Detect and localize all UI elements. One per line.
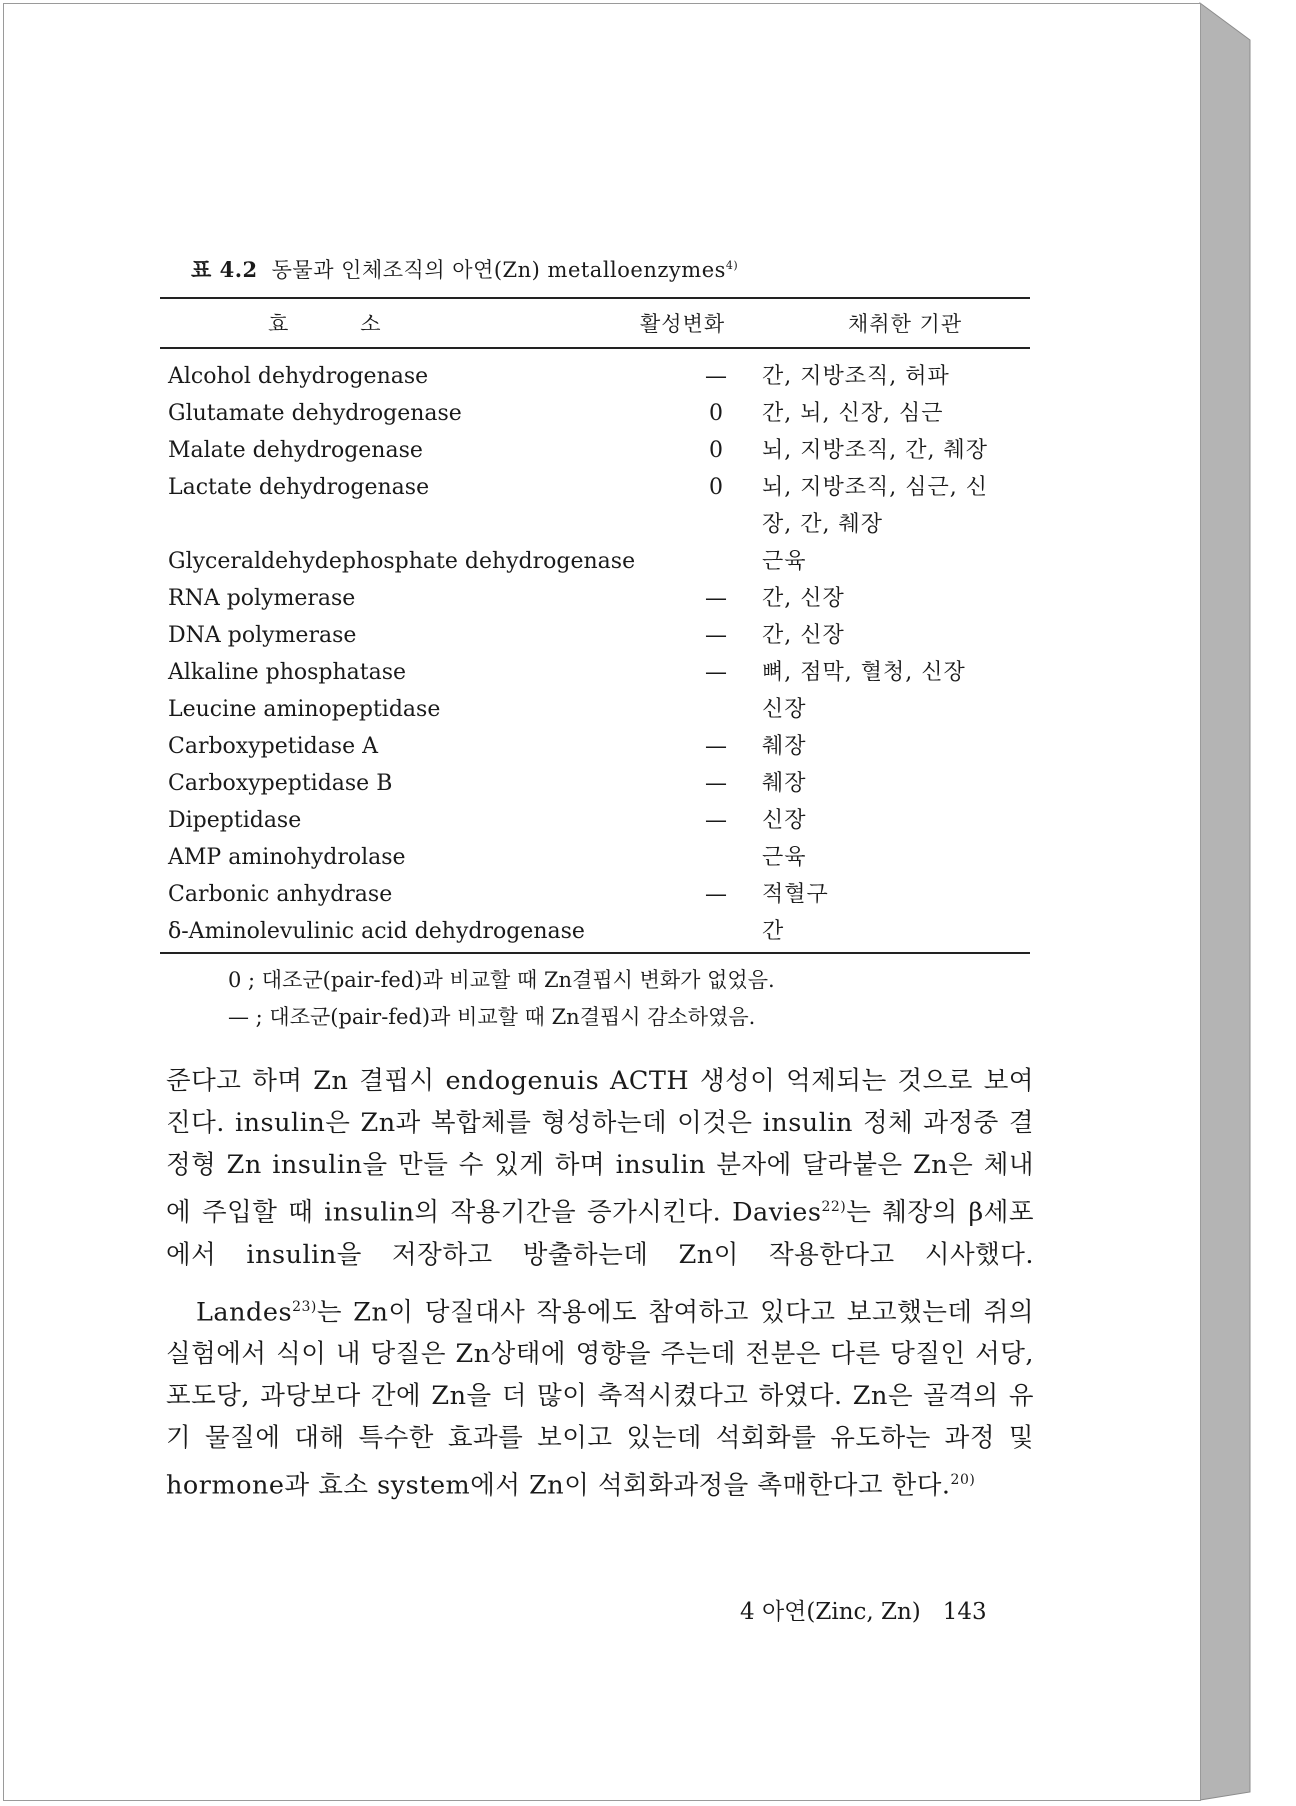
enzyme-cell: RNA polymerase (168, 586, 356, 611)
organ-cell: 간, 지방조직, 허파 (762, 364, 950, 389)
header-organ: 채취한 기관 (848, 312, 963, 336)
organ-cell: 뇌, 지방조직, 심근, 신 (762, 475, 988, 500)
activity-cell: — (705, 660, 727, 685)
activity-cell: — (705, 771, 727, 796)
table-body (168, 358, 1048, 950)
body-text (166, 1060, 1034, 1517)
table-row (168, 839, 1048, 876)
enzyme-cell: δ-Aminolevulinic acid dehydrogenase (168, 919, 585, 944)
table-top-rule (160, 297, 1030, 299)
table-row (168, 728, 1048, 765)
organ-cell: 적혈구 (762, 882, 829, 907)
activity-cell: — (705, 882, 727, 907)
table-row (168, 395, 1048, 432)
activity-cell: — (705, 734, 727, 759)
organ-cell: 신장 (762, 808, 807, 833)
activity-cell: — (705, 364, 727, 389)
note-zero: 0 ; 대조군(pair-fed)과 비교할 때 Zn결핍시 변화가 없었음. (228, 968, 775, 992)
paragraph-2: Landes$^{23)}$는 Zn이 당질대사 작용에도 참여하고 있다고 보고했는데 쥐의 실험에서 식이 내 당질은 Zn상태에 영향을 주는데 전분은 다른 당질인 서당, 포도당, 과당보다 간에 Zn을 더 많이 축적시켰다고 하였다. Zn은 골격의 유기 물질에 대해 특수한 효과를 보이고 있는데 석회화를 유도하는 과정 및 hormone과 효소 system에서 Zn이 석회화과정을 촉매한다고 한다.$^{20)}$ (166, 1297, 1034, 1501)
activity-cell: — (705, 586, 727, 611)
table-title: 동물과 인체조직의 아연(Zn) metalloenzymes (271, 258, 726, 282)
paragraph-1: 준다고 하며 Zn 결핍시 endogenuis ACTH 생성이 억제되는 것으로 보여진다. insulin은 Zn과 복합체를 형성하는데 이것은 insulin 정체 과정중 결정형 Zn insulin을 만들 수 있게 하며 insulin 분자에 달라붙은 Zn은 체내에 주입할 때 insulin의 작용기간을 증가시킨다. Davies$^{22)}$는 췌장의 β세포에서 insulin을 저장하고 방출하는데 Zn이 작용한다고 시사했다. (166, 1066, 1034, 1270)
organ-cell: 뼈, 점막, 혈청, 신장 (762, 660, 966, 685)
table-notes (228, 962, 775, 1036)
page-number: 143 (942, 1599, 987, 1625)
activity-cell: 0 (709, 401, 723, 426)
organ-cell: 장, 간, 췌장 (762, 512, 883, 537)
organ-cell: 근육 (762, 845, 807, 870)
table-number: 표 4.2 (191, 257, 258, 282)
table-row (168, 506, 1048, 543)
enzyme-cell: DNA polymerase (168, 623, 357, 648)
table-row (168, 654, 1048, 691)
table-row (168, 543, 1048, 580)
enzyme-cell: Alkaline phosphatase (168, 660, 407, 685)
activity-cell: 0 (709, 438, 723, 463)
activity-cell: — (705, 623, 727, 648)
organ-cell: 뇌, 지방조직, 간, 췌장 (762, 438, 988, 463)
enzyme-cell: AMP aminohydrolase (168, 845, 406, 870)
table-row (168, 765, 1048, 802)
note-dash: — ; 대조군(pair-fed)과 비교할 때 Zn결핍시 감소하였음. (228, 1005, 756, 1029)
table-row (168, 691, 1048, 728)
activity-cell: — (705, 808, 727, 833)
table-row (168, 358, 1048, 395)
table-row (168, 617, 1048, 654)
table-row (168, 580, 1048, 617)
activity-cell: 0 (709, 475, 723, 500)
ref-23: 23) (292, 1298, 317, 1315)
organ-cell: 간, 뇌, 신장, 심근 (762, 401, 944, 426)
enzyme-cell: Alcohol dehydrogenase (168, 364, 429, 389)
table-bottom-rule (160, 952, 1030, 954)
header-enzyme: 효소 (268, 312, 453, 336)
organ-cell: 근육 (762, 549, 807, 574)
enzyme-cell: Dipeptidase (168, 808, 302, 833)
table-header-rule (160, 347, 1030, 349)
enzyme-cell: Carboxypeptidase B (168, 771, 393, 796)
table-row (168, 432, 1048, 469)
enzyme-cell: Carboxypetidase A (168, 734, 378, 759)
page-footer (740, 1593, 987, 1626)
table-row (168, 876, 1048, 913)
organ-cell: 간, 신장 (762, 586, 845, 611)
table-caption-ref: 4) (725, 259, 739, 272)
enzyme-cell: Malate dehydrogenase (168, 438, 423, 463)
running-head: 4 아연(Zinc, Zn) (740, 1599, 921, 1625)
organ-cell: 신장 (762, 697, 807, 722)
organ-cell: 간, 신장 (762, 623, 845, 648)
organ-cell: 췌장 (762, 771, 807, 796)
ref-20: 20) (950, 1472, 976, 1488)
table-row (168, 802, 1048, 839)
header-activity: 활성변화 (640, 312, 726, 336)
enzyme-cell: Glutamate dehydrogenase (168, 401, 462, 426)
enzyme-cell: Lactate dehydrogenase (168, 475, 430, 500)
organ-cell: 간 (762, 919, 785, 944)
enzyme-cell: Carbonic anhydrase (168, 882, 393, 907)
table-caption (191, 254, 738, 284)
table-row (168, 913, 1048, 950)
table-row (168, 469, 1048, 506)
enzyme-cell: Glyceraldehydephosphate dehydrogenase (168, 549, 636, 574)
organ-cell: 췌장 (762, 734, 807, 759)
enzyme-cell: Leucine aminopeptidase (168, 697, 441, 722)
ref-22: 22) (821, 1199, 847, 1215)
